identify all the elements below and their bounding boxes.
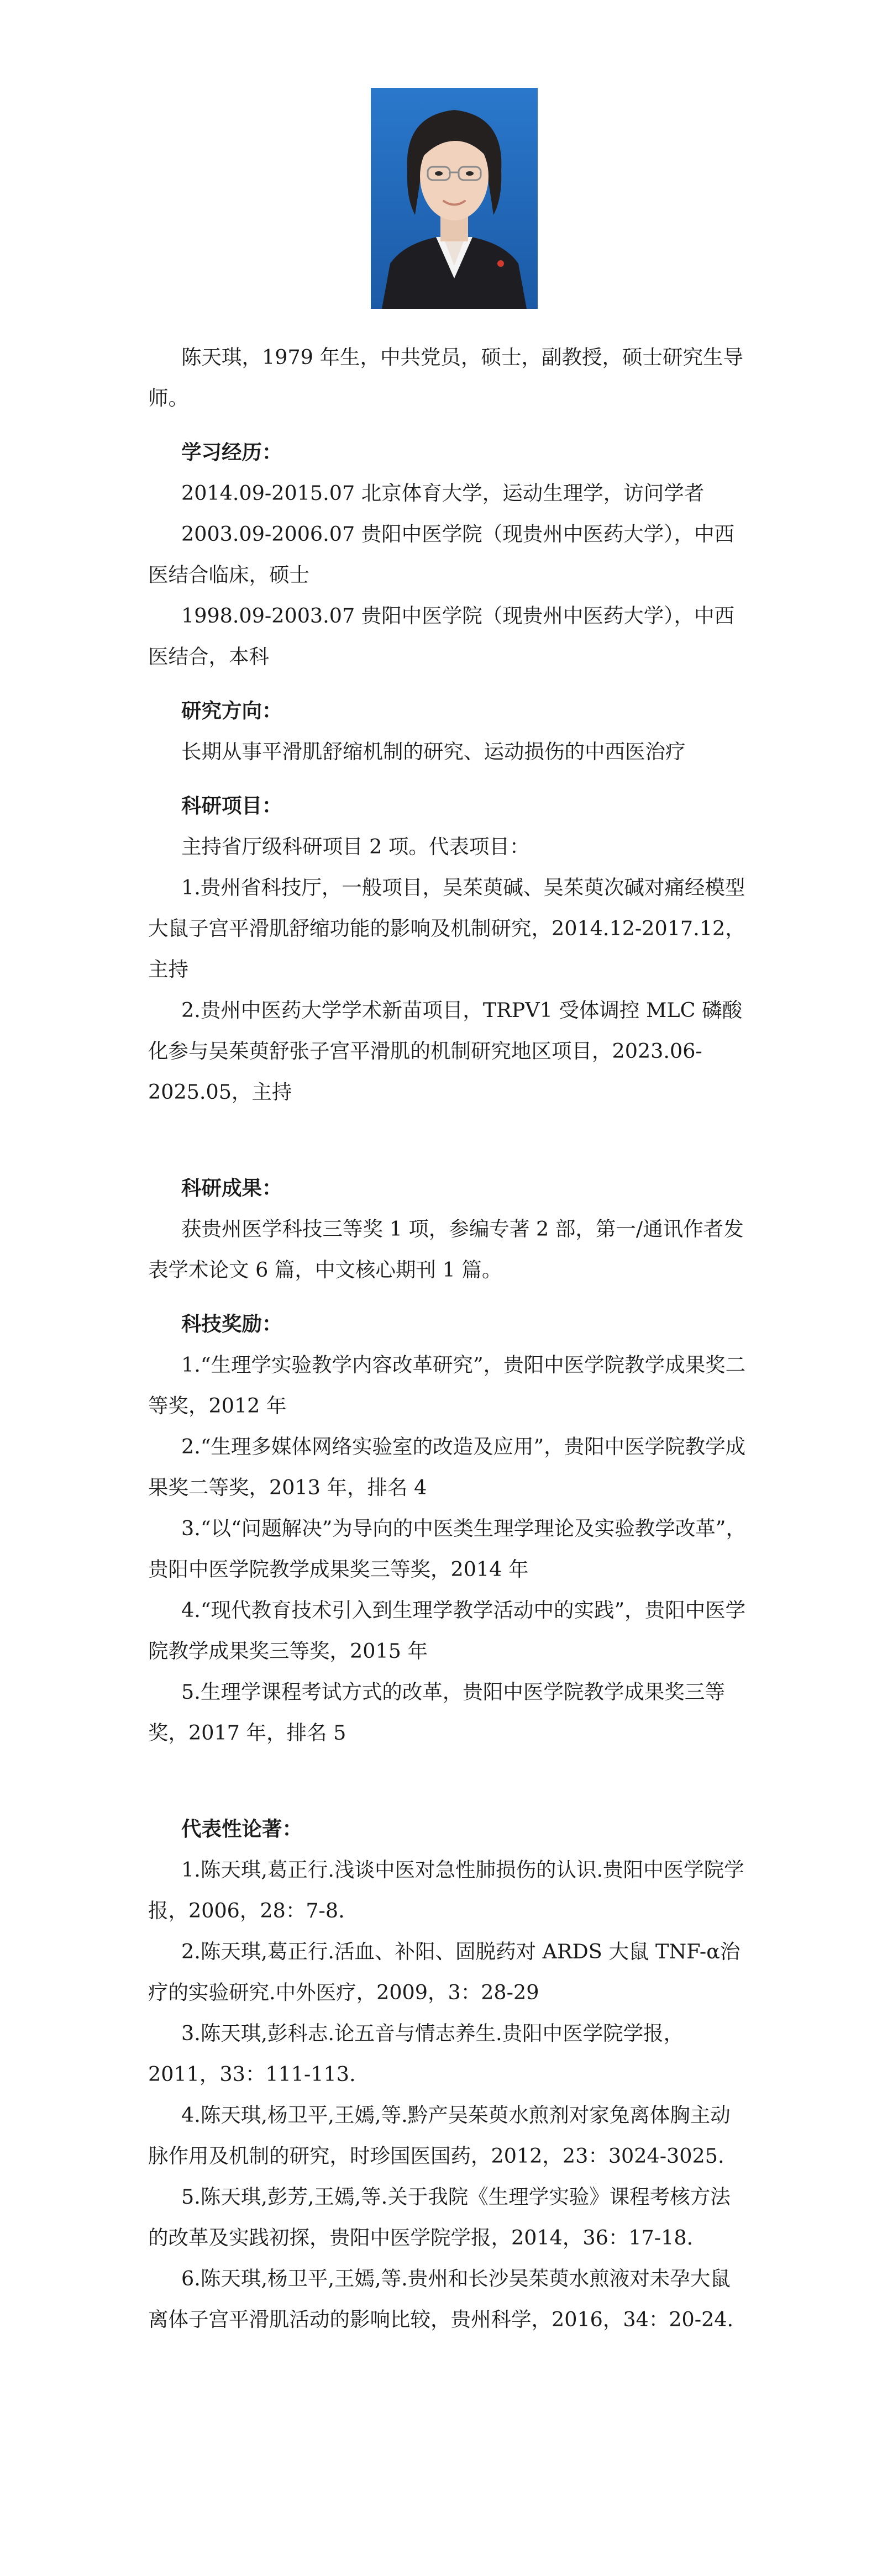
portrait-illustration xyxy=(371,88,538,309)
publication-item: 3.陈天琪,彭科志.论五音与情志养生.贵阳中医学院学报，2011，33：111-113. xyxy=(148,2021,684,2086)
education-item: 1998.09-2003.07 贵阳中医学院（现贵州中医药大学），中西医结合，本科 xyxy=(148,604,735,668)
award-item: 4.“现代教育技术引入到生理学教学活动中的实践”，贵阳中医学院教学成果奖三等奖，2015 年 xyxy=(148,1598,746,1663)
project-item: 1.贵州省科技厅，一般项目，吴茱萸碱、吴茱萸次碱对痛经模型大鼠子宫平滑肌舒缩功能的影响及机制研究，2014.12-2017.12，主持 xyxy=(148,876,745,981)
education-item: 2003.09-2006.07 贵阳中医学院（现贵州中医药大学），中西医结合临床，硕士 xyxy=(148,522,735,587)
profile-text xyxy=(148,337,750,2340)
publication-item: 4.陈天琪,杨卫平,王嫣,等.黔产吴茱萸水煎剂对家兔离体胸主动脉作用及机制的研究，时珍国医国药，2012，23：3024-3025. xyxy=(148,2103,731,2168)
award-item: 5.生理学课程考试方式的改革，贵阳中医学院教学成果奖三等奖，2017 年，排名 5 xyxy=(148,1680,725,1745)
intro-paragraph: 陈天琪，1979 年生，中共党员，硕士，副教授，硕士研究生导师。 xyxy=(148,345,743,410)
projects-heading: 科研项目： xyxy=(181,794,282,818)
publication-item: 6.陈天琪,杨卫平,王嫣,等.贵州和长沙吴茱萸水煎液对未孕大鼠离体子宫平滑肌活动的影响比较，贵州科学，2016，34：20-24. xyxy=(148,2267,734,2331)
education-heading: 学习经历： xyxy=(181,440,282,464)
achievements-text: 获贵州医学科技三等奖 1 项，参编专著 2 部，第一/通讯作者发表学术论文 6 篇，中文核心期刊 1 篇。 xyxy=(148,1217,744,1282)
projects-intro: 主持省厅级科研项目 2 项。代表项目： xyxy=(181,835,530,858)
awards-heading: 科技奖励： xyxy=(181,1312,282,1336)
award-item: 3.“以“问题解决”为导向的中医类生理学理论及实验教学改革”，贵阳中医学院教学成果奖三等奖，2014 年 xyxy=(148,1516,746,1581)
publication-item: 2.陈天琪,葛正行.活血、补阳、固脱药对 ARDS 大鼠 TNF-α治疗的实验研究.中外医疗，2009，3：28-29 xyxy=(148,1940,741,2004)
research-direction-heading: 研究方向： xyxy=(181,699,282,723)
profile-photo xyxy=(371,88,538,309)
education-item: 2014.09-2015.07 北京体育大学，运动生理学，访问学者 xyxy=(181,481,705,505)
award-item: 2.“生理多媒体网络实验室的改造及应用”，贵阳中医学院教学成果奖二等奖，2013 年，排名 4 xyxy=(148,1435,746,1499)
award-item: 1.“生理学实验教学内容改革研究”，贵阳中医学院教学成果奖二等奖，2012 年 xyxy=(148,1353,746,1418)
achievements-heading: 科研成果： xyxy=(181,1176,282,1200)
publication-item: 1.陈天琪,葛正行.浅谈中医对急性肺损伤的认识.贵阳中医学院学报，2006，28：7-8. xyxy=(148,1858,744,1922)
research-direction-text: 长期从事平滑肌舒缩机制的研究、运动损伤的中西医治疗 xyxy=(181,740,686,763)
project-item: 2.贵州中医药大学学术新苗项目，TRPV1 受体调控 MLC 磷酸化参与吴茱萸舒张子宫平滑肌的机制研究地区项目，2023.06-2025.05，主持 xyxy=(148,998,743,1104)
publications-heading: 代表性论著： xyxy=(181,1817,302,1841)
publication-item: 5.陈天琪,彭芳,王嫣,等.关于我院《生理学实验》课程考核方法的改革及实践初探，贵阳中医学院学报，2014，36：17-18. xyxy=(148,2185,731,2250)
